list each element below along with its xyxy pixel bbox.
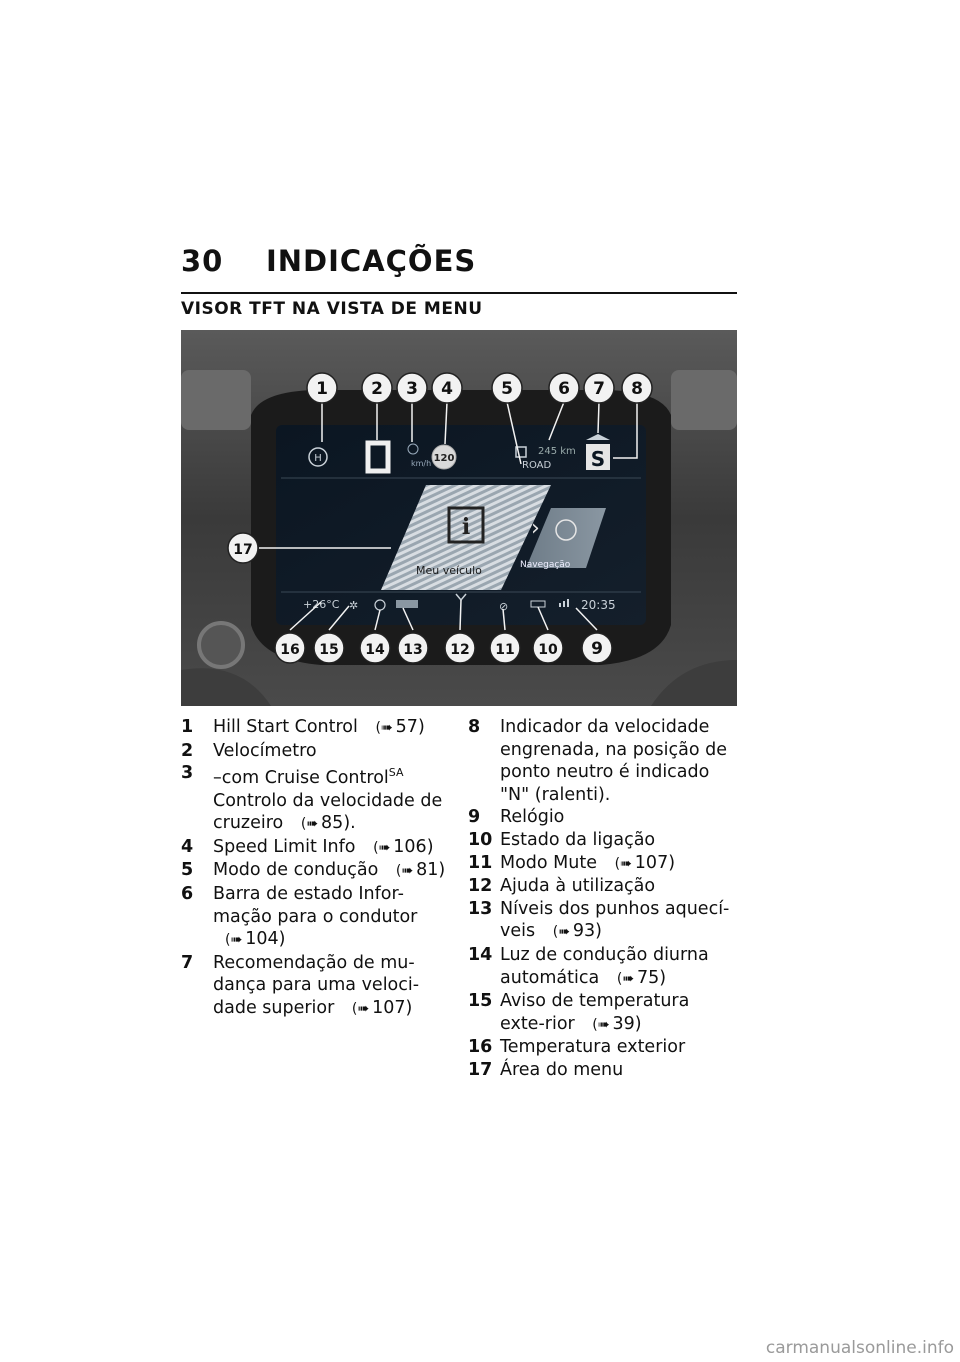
legend-text: Área do menu: [500, 1059, 624, 1080]
svg-text:9: 9: [591, 639, 603, 659]
svg-text:›: ›: [531, 516, 540, 541]
callout-7: [584, 373, 614, 403]
arrow-right-icon: (➠: [300, 816, 319, 833]
legend-number: 5: [181, 860, 194, 881]
callout-9: [582, 633, 612, 663]
callout-2: [362, 373, 392, 403]
legend-text: Luz de condução diurna automática (➠ 75): [500, 944, 709, 988]
legend-text: Barra de estado Infor-mação para o condutor (➠ 104): [213, 883, 418, 950]
svg-text:14: 14: [365, 642, 385, 658]
legend-number: 11: [468, 852, 493, 873]
svg-text:i: i: [461, 514, 471, 540]
header-rule: [181, 292, 737, 294]
legend-item-5: [181, 859, 451, 883]
legend-item-15: [468, 990, 738, 1036]
legend-item-16: [468, 1036, 738, 1059]
legend-number: 9: [468, 807, 481, 828]
page-number: 30: [181, 244, 224, 278]
legend-item-11: [468, 852, 738, 876]
legend-text: Velocímetro: [213, 740, 317, 761]
legend-text: Níveis dos punhos aquecí-veis (➠ 93): [500, 898, 730, 942]
legend-text: Modo Mute (➠ 107): [500, 852, 676, 873]
callout-5: [492, 373, 522, 403]
legend-item-12: [468, 875, 738, 898]
svg-text:7: 7: [593, 379, 605, 399]
svg-text:17: 17: [233, 542, 253, 558]
page-reference[interactable]: (➠ 104): [225, 929, 286, 950]
svg-text:120: 120: [433, 453, 455, 464]
legend-item-3: [181, 762, 451, 836]
callout-1: [307, 373, 337, 403]
svg-text:km/h: km/h: [411, 459, 432, 468]
legend-number: 3: [181, 763, 194, 784]
legend-item-1: [181, 716, 451, 740]
page-reference[interactable]: (➠ 107): [351, 997, 413, 1018]
legend-text: Aviso de temperatura exte-rior (➠ 39): [500, 991, 690, 1034]
legend-item-14: [468, 944, 738, 990]
callout-13: [398, 633, 428, 663]
svg-text:5: 5: [501, 379, 513, 399]
svg-text:Navegação: Navegação: [520, 560, 571, 570]
legend-number: 13: [468, 898, 493, 919]
legend-number: 17: [468, 1059, 493, 1080]
legend-item-17: [468, 1059, 738, 1082]
legend-number: 15: [468, 991, 493, 1012]
svg-text:S: S: [590, 447, 606, 471]
legend-text: Indicador da velocidade engrenada, na posição de ponto neutro é indicado "N" (ralenti).: [500, 717, 727, 805]
svg-text:11: 11: [495, 642, 515, 658]
svg-text:ROAD: ROAD: [522, 460, 552, 471]
chapter-title: INDICAÇÕES: [266, 244, 477, 278]
legend-column-right: [468, 716, 738, 1082]
arrow-right-icon: (➠: [614, 855, 632, 872]
page-reference[interactable]: (➠ 107): [614, 852, 676, 873]
legend-text: Modo de condução (➠ 81): [213, 860, 446, 881]
callout-12: [445, 633, 475, 663]
callout-17: [228, 533, 258, 563]
legend-number: 10: [468, 829, 493, 850]
svg-text:8: 8: [631, 379, 643, 399]
legend-text: Temperatura exterior: [500, 1037, 686, 1058]
svg-text:13: 13: [403, 642, 423, 658]
legend-item-13: [468, 898, 738, 944]
legend-item-9: [468, 806, 738, 829]
svg-text:20:35: 20:35: [581, 598, 616, 612]
arrow-right-icon: (➠: [373, 839, 391, 856]
callout-14: [360, 633, 390, 663]
legend-number: 14: [468, 944, 493, 965]
page-reference[interactable]: (➠ 106): [373, 836, 434, 857]
svg-text:⊘: ⊘: [499, 600, 509, 613]
svg-text:15: 15: [319, 642, 339, 658]
svg-text:2: 2: [371, 379, 383, 399]
legend-item-2: [181, 740, 451, 763]
legend-text: Ajuda à utilização: [500, 876, 656, 897]
legend-number: 6: [181, 883, 194, 904]
arrow-right-icon: (➠: [592, 1016, 610, 1033]
page-reference[interactable]: (➠ 81): [395, 860, 446, 881]
page-header: [181, 244, 737, 276]
svg-text:1: 1: [316, 379, 328, 399]
callout-15: [314, 633, 344, 663]
callout-11: [490, 633, 520, 663]
svg-text:16: 16: [280, 642, 300, 658]
callout-8: [622, 373, 652, 403]
arrow-right-icon: (➠: [395, 863, 414, 880]
page-reference[interactable]: (➠ 93): [552, 921, 602, 942]
arrow-right-icon: (➠: [351, 1000, 370, 1017]
svg-text:3: 3: [406, 379, 418, 399]
legend-number: 16: [468, 1037, 493, 1058]
legend-number: 12: [468, 876, 493, 897]
legend-text: Estado da ligação: [500, 829, 656, 850]
legend-text: Hill Start Control (➠ 57): [213, 717, 425, 737]
arrow-right-icon: (➠: [552, 924, 570, 941]
legend-number: 4: [181, 836, 194, 857]
legend-number: 8: [468, 717, 481, 737]
legend-column-left: [181, 716, 451, 1021]
watermark: carmanualsonline.info: [765, 1338, 954, 1358]
callout-4: [432, 373, 462, 403]
svg-text:+26°C: +26°C: [303, 598, 340, 611]
legend-text: Recomendação de mu-dança para uma veloci-dade superior (➠ 107): [213, 952, 420, 1018]
callout-6: [549, 373, 579, 403]
legend-text: Speed Limit Info (➠ 106): [213, 836, 434, 857]
svg-text:Meu veículo: Meu veículo: [416, 564, 482, 577]
legend-number: 7: [181, 952, 194, 973]
page-reference[interactable]: (➠ 85).: [300, 813, 356, 834]
svg-text:10: 10: [538, 642, 558, 658]
legend-number: 1: [181, 717, 194, 737]
legend-text: Relógio: [500, 807, 565, 828]
callout-3: [397, 373, 427, 403]
svg-text:6: 6: [558, 379, 570, 399]
svg-text:245 km: 245 km: [538, 446, 576, 457]
legend-item-8: [468, 716, 738, 806]
legend-item-6: [181, 883, 451, 952]
legend-item-4: [181, 836, 451, 860]
arrow-right-icon: (➠: [225, 932, 243, 949]
svg-text:4: 4: [441, 379, 453, 399]
arrow-right-icon: (➠: [375, 720, 393, 736]
tft-display-figure: [181, 330, 737, 706]
svg-text:✲: ✲: [349, 599, 359, 612]
legend-text: –com Cruise Control$^{SA}$ Controlo da velocidade de cruzeiro (➠ 85).: [213, 766, 443, 834]
page-reference[interactable]: (➠ 57): [375, 717, 425, 737]
legend-item-7: [181, 952, 451, 1021]
callout-16: [275, 633, 305, 663]
page-reference[interactable]: (➠ 39): [592, 1013, 642, 1034]
legend-number: 2: [181, 740, 194, 761]
page-reference[interactable]: (➠ 75): [616, 967, 667, 988]
arrow-right-icon: (➠: [616, 970, 635, 987]
legend-item-10: [468, 829, 738, 852]
svg-text:12: 12: [450, 642, 470, 658]
callout-10: [533, 633, 563, 663]
section-title: VISOR TFT NA VISTA DE MENU: [181, 299, 483, 319]
svg-text:H: H: [314, 453, 322, 464]
